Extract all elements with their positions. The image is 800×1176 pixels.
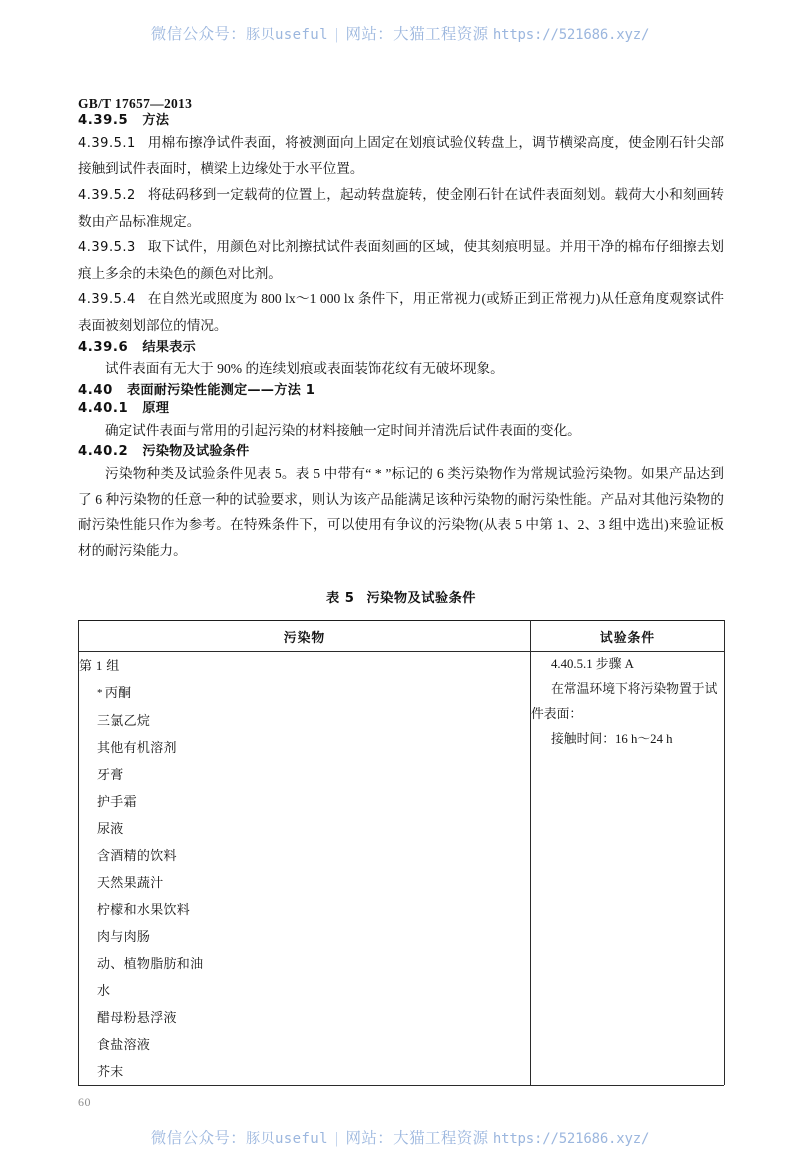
table-bottom-rule (78, 1085, 724, 1086)
heading-4-40-1-number: 4.40.1 (78, 400, 129, 416)
watermark-separator: | (334, 26, 339, 43)
list-item (97, 869, 530, 896)
heading-4-40-number: 4.40 (78, 382, 113, 398)
watermark-account: 豚贝useful (246, 1131, 328, 1147)
watermark-prefix: 微信公众号： (150, 26, 247, 43)
standard-number: GB/T 17657—2013 (78, 96, 193, 111)
heading-4-39-5 (78, 112, 724, 130)
paragraph-4-39-5-4-number: 4.39.5.4 (78, 292, 136, 308)
watermark-url: https://521686.xyz/ (492, 27, 650, 43)
heading-4-39-5-number: 4.39.5 (78, 113, 129, 128)
list-item (97, 896, 530, 923)
paragraph-4-39-5-2 (78, 182, 724, 234)
pollutant-name: 其他有机溶剂 (97, 740, 177, 756)
column-header-test-condition: 试验条件 (531, 621, 725, 652)
heading-4-39-6-number: 4.39.6 (78, 339, 129, 355)
paragraph-4-40-2-text: 污染物种类及试验条件见表 5。表 5 中带有“ * ”标记的 6 类污染物作为常规试验污染物。如果产品达到了 6 种污染物的任意一种的试验要求，则认为该产品能满足该种污染物的耐污染性能。产品对其他污染物的耐污染性能只作为参考。在特殊条件下，可以使用有争议的污染物(从表 5 中第 1、2、3 组中选出)来验证板材的耐污染能力。 (78, 466, 724, 558)
list-item (97, 815, 530, 842)
paragraph-4-39-5-1 (78, 130, 724, 182)
heading-4-39-6-title: 结果表示 (142, 339, 196, 355)
table-caption-number: 表 5 (326, 591, 355, 607)
list-item (97, 734, 530, 761)
watermark-site-label: 网站： (345, 1130, 394, 1147)
watermark-url: https://521686.xyz/ (492, 1131, 650, 1147)
list-item (97, 1004, 530, 1031)
condition-step-reference: 4.40.5.1 步骤 A (551, 657, 634, 672)
list-item (97, 761, 530, 788)
pollutant-name: 尿液 (97, 821, 124, 837)
heading-4-40-2-title: 污染物及试验条件 (142, 444, 250, 460)
list-item (97, 707, 530, 734)
list-item (97, 788, 530, 815)
pollutant-name: 食盐溶液 (97, 1037, 151, 1053)
list-item (97, 1058, 530, 1085)
paragraph-4-39-5-2-text: 将砝码移到一定载荷的位置上，起动转盘旋转，使金刚石针在试件表面刻划。载荷大小和刻画转数由产品标准规定。 (78, 187, 724, 229)
pollutant-list (79, 679, 530, 1085)
heading-4-40-1 (78, 400, 724, 418)
table-header-row (79, 621, 725, 652)
heading-4-40 (78, 382, 724, 400)
condition-contact-time: 接触时间：16 h～24 h (551, 732, 673, 747)
paragraph-4-39-5-4 (78, 286, 724, 338)
heading-4-39-5-title: 方法 (142, 113, 170, 128)
condition-description: 在常温环境下将污染物置于试件表面： (531, 682, 718, 722)
pollutant-name: 天然果蔬汁 (97, 875, 164, 891)
heading-4-39-6 (78, 339, 724, 357)
pollutant-name: 柠檬和水果饮料 (97, 902, 191, 918)
table-caption-title: 污染物及试验条件 (366, 591, 476, 607)
paragraph-4-39-5-1-number: 4.39.5.1 (78, 135, 136, 151)
paragraph-4-39-5-2-number: 4.39.5.2 (78, 188, 136, 203)
table-head (79, 621, 725, 652)
list-item (97, 923, 530, 950)
list-item (97, 977, 530, 1004)
paragraph-4-40-1-text: 确定试件表面与常用的引起污染的材料接触一定时间并清洗后试件表面的变化。 (105, 422, 581, 438)
heading-4-40-2 (78, 443, 724, 461)
watermark-bottom (0, 1126, 800, 1148)
paragraph-4-39-5-4-text: 在自然光或照度为 800 lx～1 000 lx 条件下，用正常视力(或矫正到正常视力)从任意角度观察试件表面被刻划部位的情况。 (78, 291, 724, 333)
list-item (97, 1031, 530, 1058)
cell-test-condition (531, 652, 725, 1086)
pollutant-name: 丙酮 (104, 685, 132, 701)
pollutant-name: 含酒精的饮料 (97, 848, 177, 864)
table-caption (78, 587, 724, 606)
pollutant-name: 醋母粉悬浮液 (97, 1010, 177, 1026)
pollutant-name: 肉与肉肠 (97, 929, 151, 945)
watermark-site-name: 大猫工程资源 (393, 26, 489, 43)
list-item (97, 950, 530, 977)
pollutant-name: 水 (97, 983, 111, 999)
pollutant-name: 牙膏 (97, 767, 124, 783)
watermark-site-label: 网站： (345, 26, 394, 43)
cell-pollutant-list (79, 652, 531, 1086)
pollutant-name: 动、植物脂肪和油 (97, 956, 204, 972)
paragraph-4-39-5-3-text: 取下试件，用颜色对比剂擦拭试件表面刻画的区域，使其刻痕明显。并用干净的棉布仔细擦去划痕上多余的未染色的颜色对比剂。 (78, 239, 724, 281)
page-content (78, 0, 724, 1110)
watermark-account: 豚贝useful (246, 27, 328, 43)
asterisk-marker: * (97, 687, 103, 700)
table-row (79, 652, 725, 1086)
heading-4-40-2-number: 4.40.2 (78, 444, 129, 460)
heading-4-40-1-title: 原理 (142, 400, 170, 416)
paragraph-4-39-5-3-number: 4.39.5.3 (78, 240, 136, 256)
heading-4-40-title: 表面耐污染性能测定——方法 1 (126, 382, 316, 398)
pollutant-group-label: 第 1 组 (79, 658, 120, 674)
paragraph-4-39-5-1-text: 用棉布擦净试件表面，将被测面向上固定在划痕试验仪转盘上，调节横梁高度，使金刚石针尖部接触到试件表面时，横梁上边缘处于水平位置。 (78, 134, 724, 177)
page-number: 60 (78, 1095, 91, 1110)
column-header-pollutant: 污染物 (79, 621, 531, 652)
table-body (79, 652, 725, 1086)
watermark-separator: | (334, 1130, 339, 1147)
pollutant-name: 芥末 (97, 1064, 124, 1080)
pollutant-name: 护手霜 (97, 794, 137, 810)
watermark-site-name: 大猫工程资源 (393, 1130, 489, 1147)
paragraph-4-39-6-text: 试件表面有无大于 90% 的连续划痕或表面装饰花纹有无破坏现象。 (105, 361, 504, 377)
paragraph-4-39-5-3 (78, 234, 724, 286)
pollutants-table (78, 620, 725, 1085)
pollutant-name: 三氯乙烷 (97, 713, 151, 729)
list-item (97, 842, 530, 869)
list-item (97, 679, 530, 707)
watermark-prefix: 微信公众号： (150, 1130, 247, 1147)
